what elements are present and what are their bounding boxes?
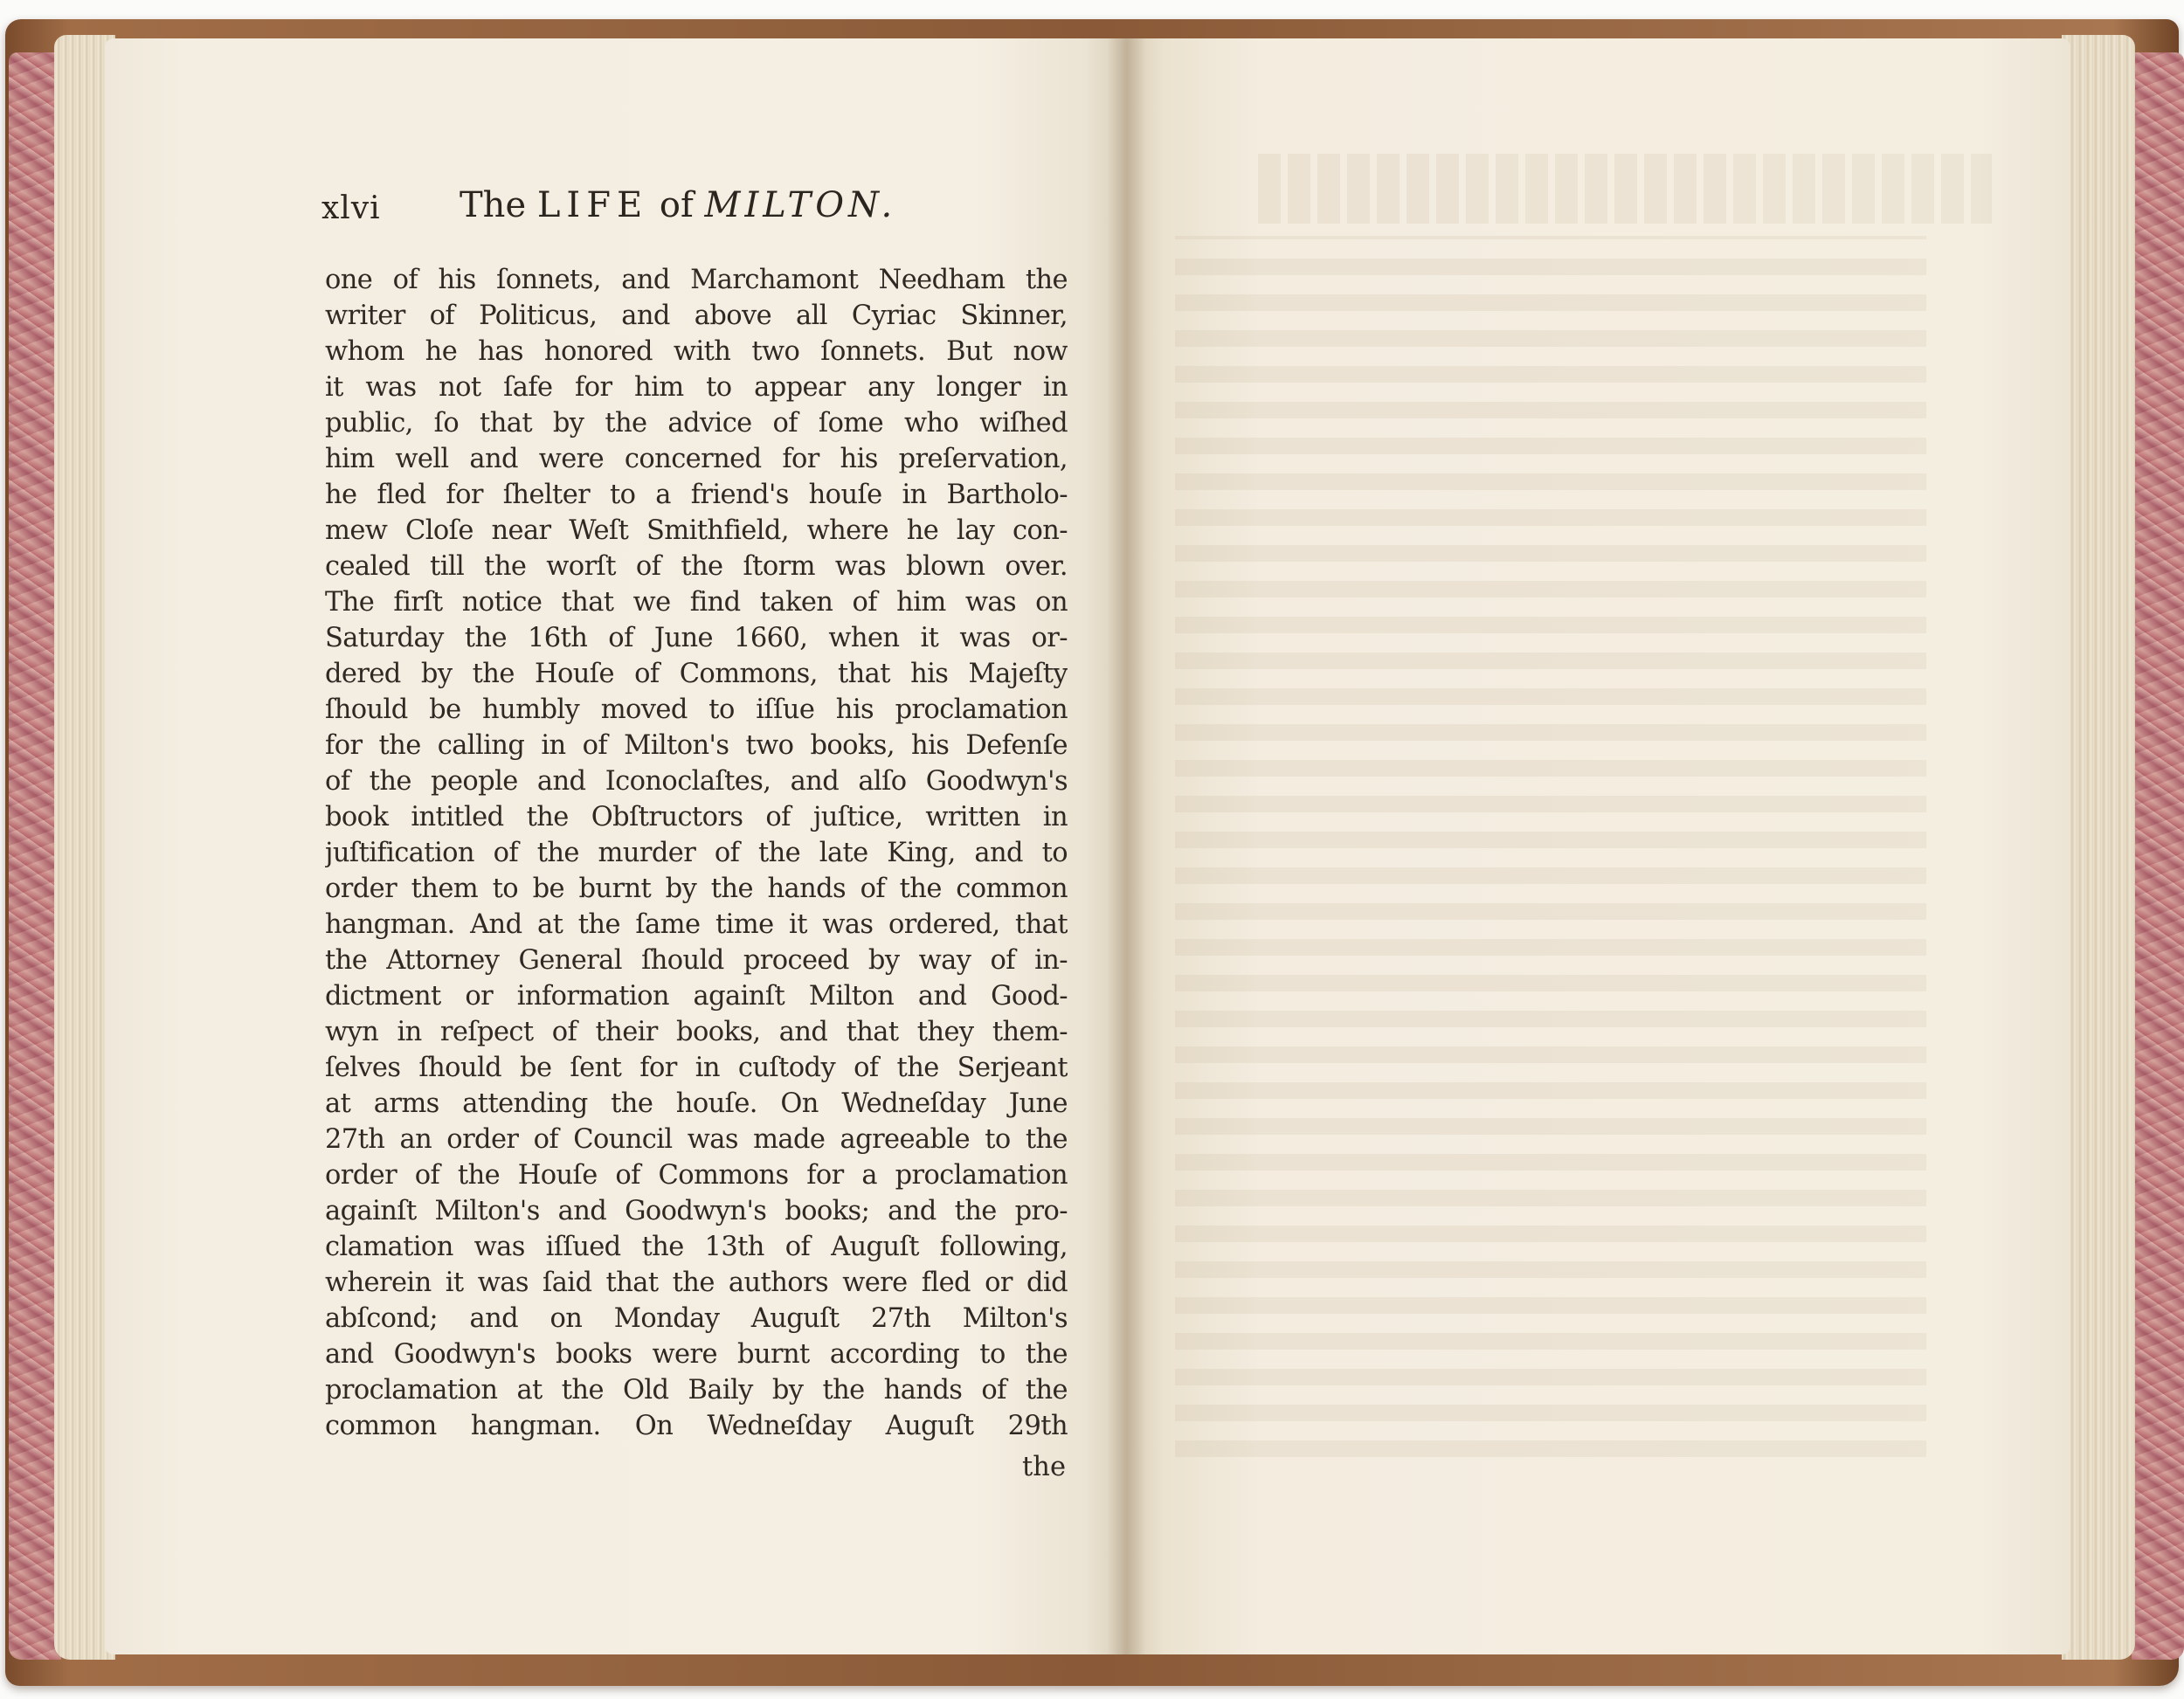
text-line: ſelves ſhould be ſent for in cuſtody of the Serjeant [325,1053,1068,1083]
text-line: wyn in reſpect of their books, and that they them- [325,1017,1068,1047]
text-line: book intitled the Obſtructors of juſtice, written in [325,802,1068,832]
text-line: and Goodwyn's books were burnt according to the [325,1339,1068,1370]
text-line: dered by the Houſe of Commons, that his Majeſty [325,659,1068,689]
catchword: the [1022,1452,1066,1482]
show-through-heading [1258,154,1992,224]
show-through-text [1175,236,1926,1476]
text-line: againſt Milton's and Goodwyn's books; and the pro- [325,1196,1068,1226]
text-line: mew Cloſe near Weſt Smithfield, where he lay con- [325,515,1068,546]
text-line: for the calling in of Milton's two books, his Defenſe [325,730,1068,761]
book-gutter [1108,38,1146,1654]
text-line: ſhould be humbly moved to iſſue his proclamation [325,694,1068,725]
text-line: it was not ſafe for him to appear any longer in [325,372,1068,403]
title-name: MILTON. [704,185,897,225]
page-edges-right [2062,35,2135,1660]
title-prefix: The [460,185,527,225]
marbled-endpaper-left [9,52,61,1660]
marbled-endpaper-right [2132,52,2184,1660]
text-line: proclamation at the Old Baily by the hands of the [325,1375,1068,1405]
text-line: writer of Politicus, and above all Cyriac Skinner, [325,300,1068,331]
text-line: wherein it was ſaid that the authors were fled or did [325,1267,1068,1298]
text-line: the Attorney General ſhould proceed by way of in- [325,945,1068,976]
running-title [460,185,896,225]
text-line: clamation was iſſued the 13th of Auguſt following, [325,1232,1068,1262]
body-text [325,262,1068,1444]
running-head [321,183,1068,236]
text-line: The firſt notice that we find taken of him was on [325,587,1068,618]
title-of: of [659,185,694,225]
text-line: Saturday the 16th of June 1660, when it was or- [325,623,1068,653]
text-line: one of his ſonnets, and Marchamont Needham the [325,265,1068,295]
text-line: 27th an order of Council was made agreeable to the [325,1124,1068,1155]
text-line: cealed till the worſt of the ſtorm was blown over. [325,551,1068,582]
text-line: dictment or information againſt Milton and Good- [325,981,1068,1012]
text-line: public, ſo that by the advice of ſome who wiſhed [325,408,1068,439]
text-line: he fled for ſhelter to a friend's houſe in Bartholo- [325,480,1068,510]
text-line: juſtification of the murder of the late King, and to [325,838,1068,868]
text-line: order them to be burnt by the hands of the common [325,874,1068,904]
title-life: LIFE [536,185,649,225]
text-line: him well and were concerned for his preſervation, [325,444,1068,474]
text-line: common hangman. On Wedneſday Auguſt 29th [325,1411,1068,1441]
page-number: xlvi [321,190,381,226]
text-line: abſcond; and on Monday Auguſt 27th Milton's [325,1303,1068,1334]
text-line: whom he has honored with two ſonnets. But now [325,336,1068,367]
text-line: of the people and Iconoclaſtes, and alſo Goodwyn's [325,766,1068,797]
text-line: hangman. And at the ſame time it was ordered, that [325,909,1068,940]
text-line: at arms attending the houſe. On Wedneſday June [325,1088,1068,1119]
text-line: order of the Houſe of Commons for a proclamation [325,1160,1068,1191]
